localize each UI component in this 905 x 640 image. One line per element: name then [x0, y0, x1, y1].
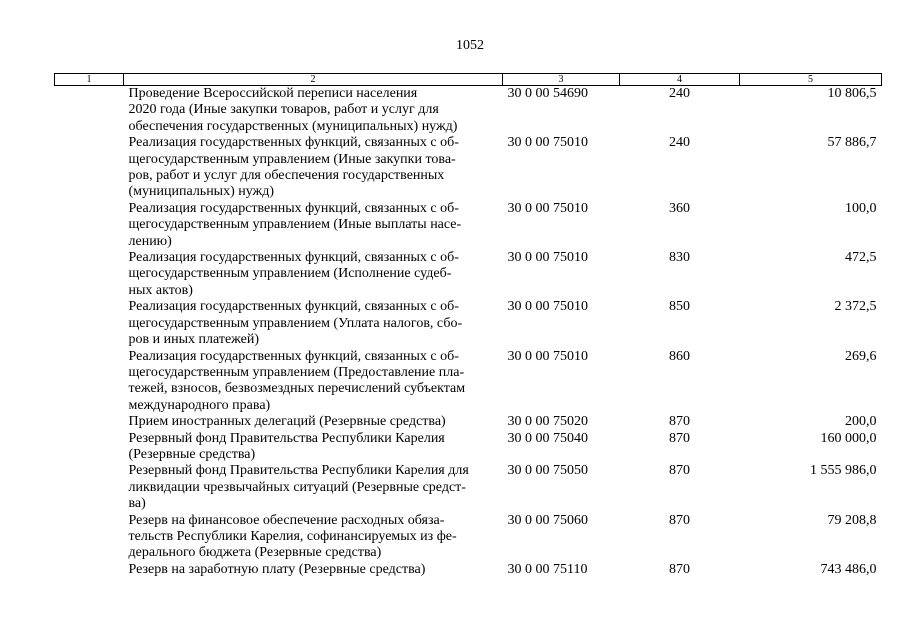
row-item-name [124, 414, 503, 430]
item-name-line: Проведение Всероссийской переписи населения [128, 86, 418, 101]
item-name-line: ров, работ и услуг для обеспечения государственных [128, 168, 445, 184]
table-row [55, 135, 882, 201]
row-item-name [124, 299, 503, 348]
row-target-code: 30 0 00 75050 [507, 463, 588, 479]
row-amount: 472,5 [845, 250, 877, 266]
table-row [55, 513, 882, 562]
row-target-code: 30 0 00 75040 [507, 430, 588, 446]
row-amount: 79 208,8 [827, 512, 877, 528]
row-col-1 [55, 135, 124, 201]
row-expense-type: 830 [669, 250, 690, 266]
table-row [55, 414, 882, 430]
row-expense-type: 360 [669, 200, 690, 216]
item-name-line: обеспечения государственных (муниципальных) нужд) [128, 118, 458, 134]
header-col-2: 2 [124, 74, 503, 86]
row-item-name [124, 431, 503, 464]
item-name-line: щегосударственным управлением (Предоставление пла- [128, 364, 465, 380]
row-amount: 200,0 [845, 414, 877, 430]
table-row [55, 86, 882, 136]
row-expense-type: 870 [669, 414, 690, 430]
row-target-code: 30 0 00 75010 [507, 299, 588, 315]
item-name-line: тежей, взносов, безвозмездных перечислений субъектам [128, 381, 466, 397]
item-name-line: Реализация государственных функций, связанных с об- [128, 348, 459, 364]
row-col-1 [55, 201, 124, 250]
row-expense-type: 850 [669, 299, 690, 315]
header-col-5: 5 [740, 74, 882, 86]
row-target-code: 30 0 00 75060 [507, 512, 588, 528]
row-col-1 [55, 513, 124, 562]
item-name-line: щегосударственным управлением (Уплата налогов, сбо- [128, 315, 463, 331]
row-col-1 [55, 431, 124, 464]
row-expense-type: 870 [669, 430, 690, 446]
row-expense-type: 240 [669, 86, 690, 101]
budget-table [54, 73, 882, 578]
row-col-1 [55, 414, 124, 430]
item-name-line: ва) [128, 496, 146, 512]
row-item-name [124, 250, 503, 299]
item-name-line: международного права) [128, 397, 271, 413]
row-target-code: 30 0 00 75010 [507, 135, 588, 151]
header-col-4: 4 [620, 74, 740, 86]
item-name-line: Реализация государственных функций, связанных с об- [128, 299, 459, 315]
table-row [55, 299, 882, 348]
row-col-1 [55, 562, 124, 578]
row-item-name [124, 349, 503, 415]
table-row [55, 250, 882, 299]
page-number: 1052 [456, 38, 484, 53]
row-target-code: 30 0 00 75110 [507, 561, 588, 577]
row-expense-type: 870 [669, 512, 690, 528]
table-row [55, 201, 882, 250]
row-target-code: 30 0 00 75010 [507, 348, 588, 364]
row-item-name [124, 463, 503, 512]
row-amount: 1 555 986,0 [810, 463, 877, 479]
row-item-name [124, 513, 503, 562]
item-name-line: (Резервные средства) [128, 446, 256, 462]
header-row [55, 74, 882, 86]
item-name-line: ров и иных платежей) [128, 332, 260, 348]
item-name-line: Реализация государственных функций, связанных с об- [128, 250, 459, 266]
item-name-line: щегосударственным управлением (Иные закупки това- [128, 151, 456, 167]
header-col-3: 3 [503, 74, 620, 86]
table-row [55, 349, 882, 415]
row-amount: 743 486,0 [820, 561, 877, 577]
row-col-1 [55, 463, 124, 512]
row-amount: 2 372,5 [834, 299, 877, 315]
row-item-name [124, 562, 503, 578]
row-amount: 100,0 [845, 200, 877, 216]
row-amount: 57 886,7 [827, 135, 877, 151]
item-name-line: Резерв на финансовое обеспечение расходных обяза- [128, 512, 445, 528]
row-target-code: 30 0 00 75020 [507, 414, 588, 430]
item-name-line: Прием иностранных делегаций (Резервные средства) [128, 414, 446, 430]
row-item-name [124, 135, 503, 201]
item-name-line: дерального бюджета (Резервные средства) [128, 545, 382, 561]
row-col-1 [55, 86, 124, 136]
row-target-code: 30 0 00 54690 [507, 86, 588, 101]
item-name-line: тельств Республики Карелия, софинансируемых из фе- [128, 528, 457, 544]
table-header [55, 74, 882, 86]
item-name-line: (муниципальных) нужд) [128, 184, 275, 200]
row-amount: 10 806,5 [827, 86, 877, 101]
header-col-1: 1 [55, 74, 124, 86]
row-col-1 [55, 299, 124, 348]
item-name-line: Резерв на заработную плату (Резервные средства) [128, 561, 426, 577]
item-name-line: Резервный фонд Правительства Республики Карелия [128, 430, 445, 446]
item-name-line: лению) [128, 233, 172, 249]
row-amount: 160 000,0 [820, 430, 877, 446]
row-col-1 [55, 349, 124, 415]
table-body [55, 86, 882, 579]
row-expense-type: 240 [669, 135, 690, 151]
row-amount: 269,6 [845, 348, 877, 364]
item-name-line: 2020 года (Иные закупки товаров, работ и услуг для [128, 102, 439, 118]
item-name-line: щегосударственным управлением (Иные выплаты насе- [128, 217, 462, 233]
row-expense-type: 870 [669, 561, 690, 577]
row-expense-type: 860 [669, 348, 690, 364]
row-target-code: 30 0 00 75010 [507, 250, 588, 266]
row-target-code: 30 0 00 75010 [507, 200, 588, 216]
row-col-1 [55, 250, 124, 299]
row-item-name [124, 86, 503, 136]
item-name-line: ликвидации чрезвычайных ситуаций (Резервные средст- [128, 479, 466, 495]
table-row [55, 562, 882, 578]
item-name-line: щегосударственным управлением (Исполнение судеб- [128, 266, 452, 282]
item-name-line: Реализация государственных функций, связанных с об- [128, 135, 459, 151]
item-name-line: Реализация государственных функций, связанных с об- [128, 200, 459, 216]
item-name-line: Резервный фонд Правительства Республики Карелия для [128, 463, 469, 479]
table-row [55, 431, 882, 464]
table-row [55, 463, 882, 512]
row-item-name [124, 201, 503, 250]
row-expense-type: 870 [669, 463, 690, 479]
item-name-line: ных актов) [128, 282, 193, 298]
